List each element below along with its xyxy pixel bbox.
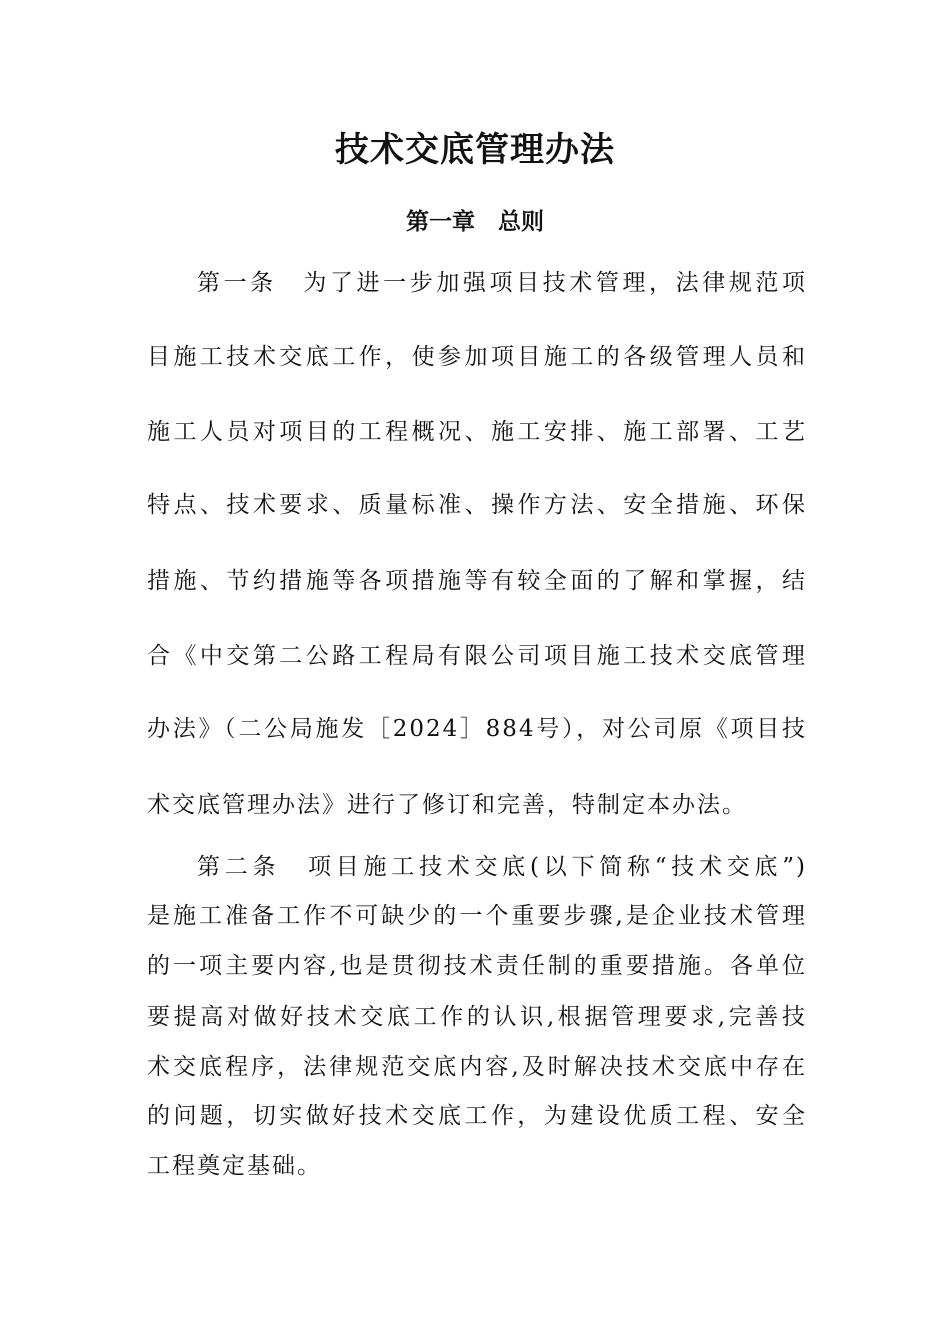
article-1-line-2: 目施工技术交底工作，使参加项目施工的各级管理人员和	[147, 344, 807, 370]
document-title: 技术交底管理办法	[335, 130, 615, 170]
article-1-line-1: 第一条 为了进一步加强项目技术管理，法律规范项	[197, 270, 807, 296]
article-1-line-6: 合《中交第二公路工程局有限公司项目施工技术交底管理	[147, 643, 807, 669]
article-2-line-2: 是施工准备工作不可缺少的一个重要步骤,是企业技术管理	[147, 903, 807, 929]
article-2-line-7: 工程奠定基础。	[147, 1153, 322, 1179]
article-1-line-3: 施工人员对项目的工程概况、施工安排、施工部署、工艺	[147, 419, 807, 445]
article-1-line-7: 办法》（二公局施发［2024］884号），对公司原《项目技	[147, 716, 807, 742]
article-2-line-4: 要提高对做好技术交底工作的认识,根据管理要求,完善技	[147, 1004, 807, 1030]
article-1-line-8: 术交底管理办法》进行了修订和完善，特制定本办法。	[147, 792, 747, 818]
article-1-line-5: 措施、节约措施等各项措施等有较全面的了解和掌握，结	[147, 568, 807, 594]
chapter-heading: 第一章 总则	[406, 209, 544, 235]
article-2-line-1: 第二条 项目施工技术交底(以下简称“技术交底”)	[197, 854, 807, 880]
article-2-line-6: 的问题，切实做好技术交底工作，为建设优质工程、安全	[147, 1103, 807, 1129]
article-2-line-5: 术交底程序，法律规范交底内容,及时解决技术交底中存在	[147, 1054, 807, 1080]
article-2-line-3: 的一项主要内容,也是贯彻技术责任制的重要措施。各单位	[147, 953, 807, 979]
article-1-line-4: 特点、技术要求、质量标准、操作方法、安全措施、环保	[147, 492, 807, 518]
